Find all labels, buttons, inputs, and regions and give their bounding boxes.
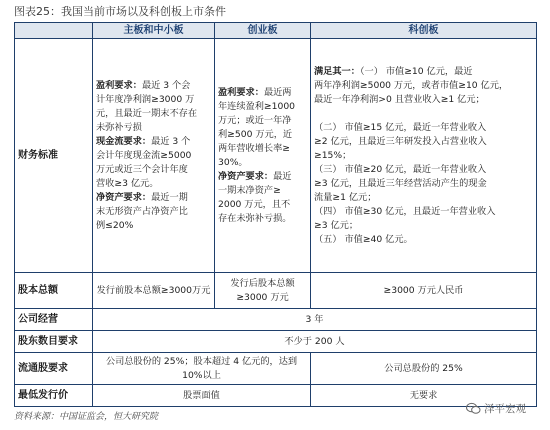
finance-line (218, 100, 307, 114)
finance-gem (215, 39, 311, 273)
finance-line (314, 177, 533, 191)
criteria-text: 年连续盈利≥1000 (218, 100, 296, 112)
finance-line (314, 205, 533, 219)
finance-line (314, 163, 533, 177)
criteria-heading: 净资产要求： (218, 170, 274, 182)
criteria-text: 万元或近三个会计年度 (96, 163, 188, 175)
capital-gem: 发行后股本总额≥3000 万元 (215, 273, 311, 309)
finance-line (314, 149, 533, 163)
criteria-text: 存在未弥补亏损。 (218, 212, 292, 224)
criteria-heading: 盈利要求： (96, 79, 142, 91)
criteria-text: 两年净利润≥5000 万元，或者市值≥10 亿元， (314, 79, 509, 91)
criteria-text (314, 108, 317, 119)
row-price (15, 385, 537, 407)
row-label-float: 流通股要求 (15, 353, 93, 385)
header-row (15, 23, 537, 39)
criteria-text: （一） 市值≥10 亿元，最近 (359, 65, 473, 77)
finance-line (218, 128, 307, 142)
criteria-text: 最近 (273, 170, 292, 182)
finance-star-market (311, 39, 537, 273)
row-capital (15, 273, 537, 309)
criteria-text: 计年度净利润≥3000 万 (96, 93, 195, 105)
row-float (15, 353, 537, 385)
float-main-gem: 公司总股份的 25%；股本超过 4 亿元的，达到 10%以上 (93, 353, 311, 385)
finance-line (218, 142, 307, 156)
holders-value: 不少于 200 人 (93, 331, 537, 353)
criteria-text: 例≤20% (96, 219, 134, 231)
float-star-market: 公司总股份的 25% (311, 353, 537, 385)
price-main-gem: 股票面值 (93, 385, 311, 407)
finance-main-board (93, 39, 215, 273)
listing-conditions-table (14, 22, 537, 407)
criteria-text: 末无形资产占净资产比 (96, 205, 188, 217)
row-finance (15, 39, 537, 273)
finance-line (314, 93, 533, 107)
criteria-text: （三） 市值≥20 亿元，最近一年营业收入 (314, 163, 487, 175)
finance-line (96, 107, 211, 121)
watermark-text: 泽平宏观 (484, 403, 526, 415)
finance-line (314, 65, 533, 79)
source-note: 资料来源：中国证监会，恒大研究院 (14, 412, 159, 422)
criteria-text: 两年营收增长率≥ (218, 142, 291, 154)
figure-title: 图表25：我国当前市场以及科创板上市条件 (14, 5, 226, 18)
finance-line (218, 114, 307, 128)
criteria-text: 2000 万元，且不 (218, 198, 291, 210)
criteria-text: 利≥500 万元，近 (218, 128, 293, 140)
finance-line (96, 163, 211, 177)
finance-line (218, 198, 307, 212)
criteria-text: 一期末净资产≥ (218, 184, 281, 196)
criteria-text: 最近两 (263, 86, 292, 98)
header-empty (15, 23, 93, 39)
header-gem: 创业板 (215, 23, 311, 39)
finance-line (314, 107, 533, 121)
finance-line (314, 219, 533, 233)
criteria-text: 最近一期 (151, 191, 188, 203)
criteria-heading: 盈利要求： (218, 86, 264, 98)
criteria-text: （二） 市值≥15 亿元，最近一年营业收入 (314, 121, 487, 133)
finance-line (218, 170, 307, 184)
price-star-market: 无要求 (311, 385, 537, 407)
criteria-text: 最近 3 个 (151, 135, 191, 147)
capital-main-board: 发行前股本总额≥3000万元 (93, 273, 215, 309)
finance-line (96, 205, 211, 219)
watermark (466, 401, 526, 416)
criteria-text: （五） 市值≥40 亿元。 (314, 233, 413, 245)
finance-line (218, 86, 307, 100)
criteria-text: ≥2 亿元，且最近三年研发投入占营业收入 (314, 135, 487, 147)
finance-line (218, 212, 307, 226)
row-label-operation: 公司经营 (15, 309, 93, 331)
header-main-board: 主板和中小板 (93, 23, 215, 39)
finance-line (96, 79, 211, 93)
criteria-text: 未弥补亏损 (96, 121, 142, 133)
criteria-text: 30%。 (218, 156, 248, 168)
finance-line (96, 191, 211, 205)
finance-line (96, 135, 211, 149)
operation-value: 3 年 (93, 309, 537, 331)
row-holders (15, 331, 537, 353)
finance-line (218, 156, 307, 170)
finance-line (314, 121, 533, 135)
criteria-heading: 现金流要求： (96, 135, 152, 147)
criteria-text: ≥15%； (314, 149, 352, 161)
wechat-icon (466, 402, 481, 415)
finance-line (96, 121, 211, 135)
finance-line (314, 233, 533, 247)
finance-line (314, 191, 533, 205)
criteria-text: 最近一年净利润>0 且营业收入≥1 亿元； (314, 93, 485, 105)
row-label-price: 最低发行价 (15, 385, 93, 407)
criteria-text: （四） 市值≥30 亿元，且最近一年营业收入 (314, 205, 496, 217)
criteria-text: 最近 3 个会 (141, 79, 191, 91)
finance-line (96, 177, 211, 191)
finance-line (314, 79, 533, 93)
capital-star-market: ≥3000 万元人民币 (311, 273, 537, 309)
criteria-text: 会计年度现金流≥5000 (96, 149, 192, 161)
row-label-finance: 财务标准 (15, 39, 93, 273)
row-operation (15, 309, 537, 331)
finance-line (96, 219, 211, 233)
criteria-text: 营收≥3 亿元。 (96, 177, 159, 189)
row-label-holders: 股东数目要求 (15, 331, 93, 353)
criteria-text: 流量≥1 亿元； (314, 191, 377, 203)
finance-line (314, 135, 533, 149)
criteria-heading: 满足其一： (314, 65, 360, 77)
criteria-heading: 净资产要求： (96, 191, 152, 203)
criteria-text: ≥3 亿元； (314, 219, 359, 231)
finance-line (96, 149, 211, 163)
criteria-text: 元，且最近一期末不存在 (96, 107, 198, 119)
finance-line (218, 184, 307, 198)
header-star-market: 科创板 (311, 23, 537, 39)
criteria-text: ≥3 亿元，且最近三年经营活动产生的现金 (314, 177, 487, 189)
finance-line (96, 93, 211, 107)
criteria-text: 万元；或近一年净 (218, 114, 292, 126)
row-label-capital: 股本总额 (15, 273, 93, 309)
